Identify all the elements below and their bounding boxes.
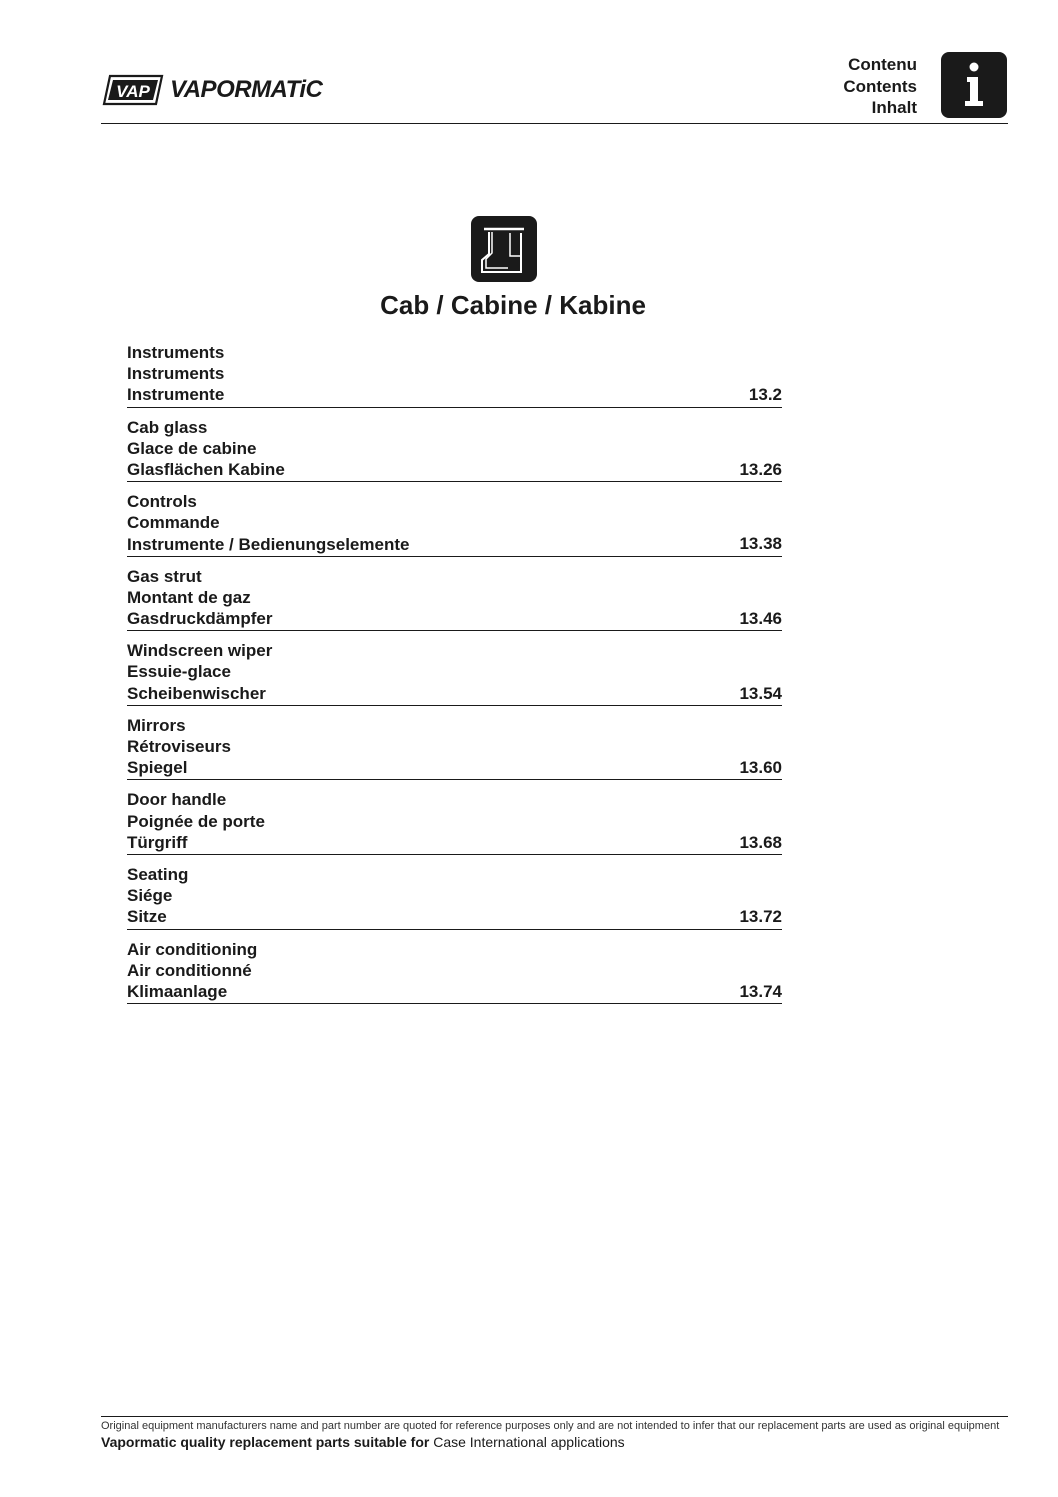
toc-line-en: Gas strut (127, 566, 202, 586)
toc-entry-instruments[interactable] (127, 342, 782, 408)
toc-line-en: Instruments (127, 343, 225, 362)
toc-line-fr: Air conditionné (127, 960, 252, 980)
toc-page-number: 13.72 (739, 907, 782, 927)
toc-entry-air-conditioning[interactable] (127, 939, 782, 1005)
table-of-contents (127, 342, 782, 1013)
toc-line-de: Spiegel (127, 758, 188, 778)
toc-page-number: 13.74 (739, 981, 782, 1001)
toc-line-en: Air conditioning (127, 939, 258, 959)
toc-line-de: Instrumente (127, 385, 225, 405)
cab-icon (471, 216, 537, 282)
tagline-bold: Vapormatic quality replacement parts suitable for (101, 1434, 430, 1450)
toc-line-fr: Montant de gaz (127, 587, 251, 607)
toc-page-number: 13.60 (739, 758, 782, 778)
toc-page-number: 13.46 (739, 609, 782, 629)
toc-line-en: Windscreen wiper (127, 641, 273, 661)
toc-line-de: Gasdruckdämpfer (127, 609, 273, 629)
footer-tagline (101, 1433, 625, 1451)
toc-line-de: Türgriff (127, 832, 188, 852)
logo-mark-text: VAP (116, 82, 150, 101)
toc-entry-gas-strut[interactable] (127, 566, 782, 632)
footer-divider (101, 1416, 1008, 1417)
toc-entry-door-handle[interactable] (127, 789, 782, 855)
toc-page-number: 13.38 (739, 534, 782, 554)
toc-line-de: Instrumente / Bedienungselemente (127, 534, 410, 554)
logo-wordmark: VAPORMATiC (170, 76, 323, 103)
vap-logo-mark (102, 74, 164, 106)
toc-page-number: 13.26 (739, 459, 782, 479)
toc-line-de: Klimaanlage (127, 981, 228, 1001)
toc-line-en: Seating (127, 864, 189, 884)
toc-line-en: Door handle (127, 790, 227, 810)
toc-entry-mirrors[interactable] (127, 715, 782, 781)
toc-entry-windscreen-wiper[interactable] (127, 640, 782, 706)
contents-label-de: Inhalt (871, 98, 917, 117)
toc-line-fr: Commande (127, 513, 220, 533)
toc-line-fr: Instruments (127, 364, 225, 384)
info-icon (941, 52, 1007, 118)
contents-label-en: Contents (843, 76, 917, 96)
toc-line-fr: Essuie-glace (127, 662, 231, 682)
vapormatic-logo (102, 74, 322, 106)
toc-line-de: Scheibenwischer (127, 683, 266, 703)
contents-labels (843, 54, 917, 119)
toc-line-en: Cab glass (127, 417, 208, 437)
toc-line-en: Mirrors (127, 715, 186, 735)
section-title: Cab / Cabine / Kabine (380, 290, 646, 320)
toc-line-fr: Rétroviseurs (127, 737, 231, 756)
contents-label-fr: Contenu (848, 55, 917, 74)
toc-line-de: Sitze (127, 907, 167, 927)
footer-disclaimer: Original equipment manufacturers name and part number are quoted for reference purposes only and are not intended to infer that our replacement parts are used as original equipment (101, 1420, 1000, 1432)
toc-line-de: Glasflächen Kabine (127, 459, 285, 479)
toc-line-en: Controls (127, 492, 197, 512)
toc-line-fr: Siége (127, 886, 173, 906)
tagline-rest: Case International applications (429, 1434, 625, 1450)
toc-line-fr: Poignée de porte (127, 811, 265, 831)
header-divider (101, 123, 1008, 124)
toc-line-fr: Glace de cabine (127, 438, 257, 458)
toc-page-number: 13.2 (748, 385, 782, 405)
toc-page-number: 13.68 (739, 832, 782, 852)
toc-entry-seating[interactable] (127, 864, 782, 930)
toc-entry-cab-glass[interactable] (127, 417, 782, 483)
toc-entry-controls[interactable] (127, 491, 782, 557)
toc-page-number: 13.54 (739, 683, 782, 703)
